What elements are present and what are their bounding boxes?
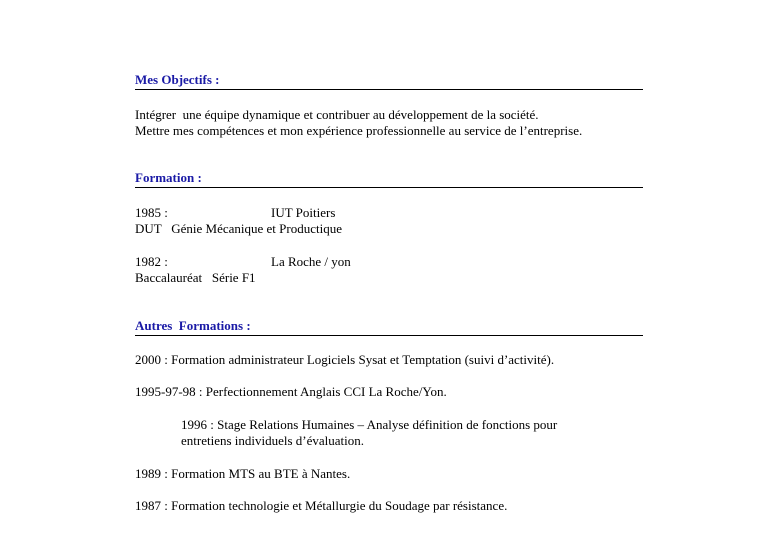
objectifs-heading: Mes Objectifs : [135,72,643,90]
formation-diploma-1982: Baccalauréat Série F1 [135,270,256,285]
autres-item-1995: 1995-97-98 : Perfectionnement Anglais CCI La Roche/Yon. [135,384,447,399]
autres-formations-heading: Autres Formations : [135,318,643,336]
autres-item-1996-line-2: entretiens individuels d’évaluation. [181,433,365,448]
formation-year-1985: 1985 : [135,205,168,220]
autres-item-1996-line-1: 1996 : Stage Relations Humaines – Analyse définition de fonctions pour [181,417,558,432]
autres-item-1989: 1989 : Formation MTS au BTE à Nantes. [135,466,351,481]
formation-place-1982: La Roche / yon [271,254,351,269]
autres-item-2000: 2000 : Formation administrateur Logiciels Sysat et Temptation (suivi d’activité). [135,352,555,367]
cv-page [135,0,643,533]
objectifs-line-2: Mettre mes compétences et mon expérience professionnelle au service de l’entreprise. [135,123,583,138]
formation-heading: Formation : [135,170,643,188]
formation-place-1985: IUT Poitiers [271,205,336,220]
objectifs-line-1: Intégrer une équipe dynamique et contribuer au développement de la société. [135,107,539,122]
formation-diploma-1985: DUT Génie Mécanique et Productique [135,221,342,236]
formation-year-1982: 1982 : [135,254,168,269]
autres-item-1987: 1987 : Formation technologie et Métallurgie du Soudage par résistance. [135,498,508,513]
